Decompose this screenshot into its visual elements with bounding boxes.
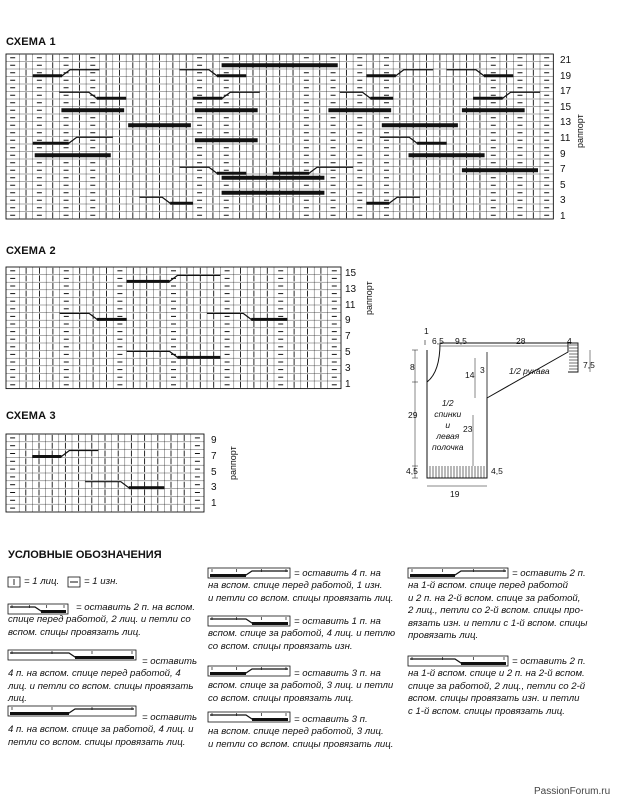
cuff-outline: [568, 343, 578, 372]
dim-top-4: 28: [516, 336, 526, 346]
scheme1-cable-strand: [366, 74, 395, 77]
lg_r2b-line: = оставить 2 п.: [512, 656, 586, 667]
lg_c2-line: спице перед работой, 2 лиц. и петли со: [8, 614, 191, 626]
dim-inner-4: 4,5: [491, 466, 503, 476]
lg_m1-line: со вспом. спицы провязать изн.: [208, 640, 353, 652]
legend-cable2-text: [8, 602, 208, 639]
scheme3-repeat-label: раппорт: [228, 446, 238, 480]
lg_m3b-line: на вспом. спице перед работой, 3 лиц.: [208, 726, 384, 738]
scheme1-cable-bar: [128, 123, 191, 127]
scheme1-cable-strand: [417, 142, 446, 145]
row-number: 11: [560, 133, 571, 144]
dim-top-3: 9,5: [455, 336, 467, 346]
lg_r2b-line: вспом. спицы провязать изн. и петли: [408, 693, 580, 705]
row-number: 3: [345, 362, 351, 374]
lg_m4-line: и петли со вспом. спицы провязать лиц.: [208, 592, 394, 604]
row-number: 9: [345, 315, 351, 327]
lg_c4b-line: петли со вспом. спицы провязать лиц.: [8, 736, 186, 748]
legend-knit-text: = 1 лиц.: [24, 576, 60, 587]
scheme1-cable-bar: [35, 153, 111, 157]
scheme2-cable-strand: [127, 280, 170, 283]
lg_m3b-line: и петли со вспом. спицы провязать лиц.: [208, 738, 394, 750]
legend-move1-text: [208, 616, 408, 653]
lg_r2a-line: вязать изн. и петли с 1-й вспом. спицы: [408, 617, 588, 629]
scheme1-cable-bar: [462, 168, 538, 172]
scheme3-cable-strand: [129, 486, 165, 489]
scheme1-cable-bar: [382, 123, 458, 127]
scheme1-cable-strand: [33, 142, 69, 145]
scheme1-cable-bar: [222, 176, 325, 180]
scheme1-cable-bar: [195, 138, 258, 142]
scheme1-cable-strand: [170, 202, 193, 205]
lg_c2-line: = оставить 2 п. на вспом.: [76, 602, 196, 613]
scheme1-cable-strand: [217, 74, 246, 77]
lg_m3a-line: со вспом. спицы провязать лиц.: [208, 692, 354, 704]
lg_m4-line: на вспом. спице перед работой, 1 изн.: [208, 580, 383, 592]
dim-side-3: 4,5: [406, 466, 418, 476]
row-number: 9: [560, 148, 566, 160]
row-number: 15: [560, 101, 572, 113]
lg_c4b-line: = оставить: [142, 712, 198, 723]
row-number: 1: [345, 378, 351, 390]
dim-inner-2: 3: [480, 365, 485, 375]
scheme1-cable-strand: [193, 97, 222, 100]
scheme1-cable-bar: [195, 108, 258, 112]
row-number: 19: [560, 70, 572, 82]
row-number: 13: [560, 117, 572, 129]
lg_r2a-line: на 1-й вспом. спице перед работой: [408, 580, 568, 592]
lg_m3b-line: = оставить 3 п.: [294, 714, 368, 725]
row-number: 11: [345, 299, 356, 311]
dim-inner-3: 23: [463, 424, 473, 434]
scheme1-cable-strand: [273, 172, 309, 175]
row-number: 7: [560, 164, 566, 176]
scheme2-cable-strand: [251, 318, 287, 321]
scheme1-cable-strand: [366, 202, 389, 205]
body-label-line: левая: [436, 431, 460, 441]
legend-cross2-front-text: [408, 568, 623, 642]
scheme1-cable-bar: [328, 108, 391, 112]
lg_c4a-line: лиц.: [8, 693, 27, 705]
row-number: 1: [560, 211, 566, 222]
legend-cross2-back-text: [408, 656, 623, 718]
scheme1-cable-bar: [222, 191, 325, 195]
lg_m3a-line: = оставить 3 п. на: [294, 668, 381, 679]
scheme1-cable-strand: [217, 172, 246, 175]
lg_c2-line: вспом. спицы провязать лиц.: [8, 626, 141, 638]
dim-inner-1: 14: [465, 370, 475, 380]
legend-purl-text: = 1 изн.: [84, 576, 119, 587]
scheme1-cable-bar: [462, 108, 525, 112]
row-number: 5: [345, 347, 351, 358]
row-number: 3: [211, 482, 217, 494]
dim-bottom: 19: [450, 489, 460, 499]
lg_r2a-line: = оставить 2 п.: [512, 568, 586, 579]
lg_c4b-line: 4 п. на вспом. спице за работой, 4 лиц. и: [8, 724, 194, 736]
scheme3-title: СХЕМА 3: [6, 410, 56, 422]
row-number: 1: [211, 498, 217, 510]
dim-top-1: 1: [424, 326, 429, 336]
legend-title: УСЛОВНЫЕ ОБОЗНАЧЕНИЯ: [8, 549, 162, 561]
scheme2-cable-strand: [178, 356, 221, 359]
row-number: 9: [211, 435, 217, 446]
scheme2-title: СХЕМА 2: [6, 245, 56, 257]
lg_m3a-line: вспом. спице за работой, 3 лиц. и петли: [208, 680, 394, 692]
legend-cable4-back-text: [8, 712, 208, 749]
lg_r2a-line: и 2 п. на 2-й вспом. спице за работой,: [408, 592, 581, 604]
scheme1-cable-strand: [484, 74, 513, 77]
dim-top-2: 6,5: [432, 336, 444, 346]
scheme1-cable-bar: [409, 153, 485, 157]
body-label-line: спинки: [434, 409, 462, 419]
legend-cable4-front-text: [8, 656, 208, 706]
legend-move3-back-text: [208, 668, 408, 705]
dim-side-1: 8: [410, 362, 415, 372]
row-number: 21: [560, 55, 572, 66]
lg_r2b-line: спице за работой, 2 лиц., петли со 2-й: [408, 680, 586, 692]
dim-side-2: 29: [408, 410, 418, 420]
body-label: [432, 398, 464, 453]
sleeve-label: 1/2 рукава: [509, 366, 550, 376]
legend-move3-front-text: [208, 714, 408, 751]
row-number: 13: [345, 283, 357, 295]
lg_m1-line: = оставить 1 п. на: [294, 616, 381, 627]
lg_c4a-line: 4 п. на вспом. спице перед работой, 4: [8, 668, 181, 680]
body-label-line: полочка: [432, 442, 464, 452]
scheme2-repeat-label: раппорт: [364, 281, 374, 315]
lg_r2b-line: с 1-й вспом. спицы провязать лиц.: [408, 705, 565, 717]
row-number: 7: [211, 450, 217, 462]
row-number: 7: [345, 331, 351, 343]
scheme1-cable-strand: [97, 97, 126, 100]
dim-top-5: 4: [567, 336, 572, 346]
row-number: 3: [560, 195, 566, 207]
lg_m4-line: = оставить 4 п. на: [294, 568, 381, 579]
scheme1-cable-bar: [222, 63, 338, 67]
lg_r2a-line: провязать лиц.: [408, 630, 479, 642]
scheme1-cable-bar: [61, 108, 124, 112]
body-label-line: и: [445, 420, 451, 430]
legend-move4-text: [208, 568, 408, 605]
row-number: 5: [211, 466, 217, 478]
scheme3-cable-strand: [32, 455, 61, 458]
lg_c4a-line: лиц. и петли со вспом. спицы провязать: [8, 680, 194, 692]
watermark: PassionForum.ru: [534, 786, 611, 797]
row-number: 17: [560, 86, 572, 98]
lg_m1-line: вспом. спице за работой, 4 лиц. и петлю: [208, 628, 396, 640]
lg_c4a-line: = оставить: [142, 656, 198, 667]
dim-inner-5: 7,5: [583, 360, 595, 370]
lg_r2b-line: на 1-й вспом. спице и 2 п. на 2-й вспом.: [408, 668, 585, 680]
scheme1-cable-strand: [473, 97, 502, 100]
lg_r2a-line: 2 лиц., петли со 2-й вспом. спицы про-: [408, 605, 584, 617]
row-number: 15: [345, 268, 357, 279]
scheme2-cable-strand: [97, 318, 127, 321]
scheme1-repeat-label: раппорт: [575, 114, 585, 148]
scheme1-title: СХЕМА 1: [6, 36, 56, 48]
row-number: 5: [560, 179, 566, 191]
body-label-line: 1/2: [441, 398, 454, 408]
scheme1-cable-strand: [370, 97, 393, 100]
scheme1-cable-strand: [33, 74, 62, 77]
